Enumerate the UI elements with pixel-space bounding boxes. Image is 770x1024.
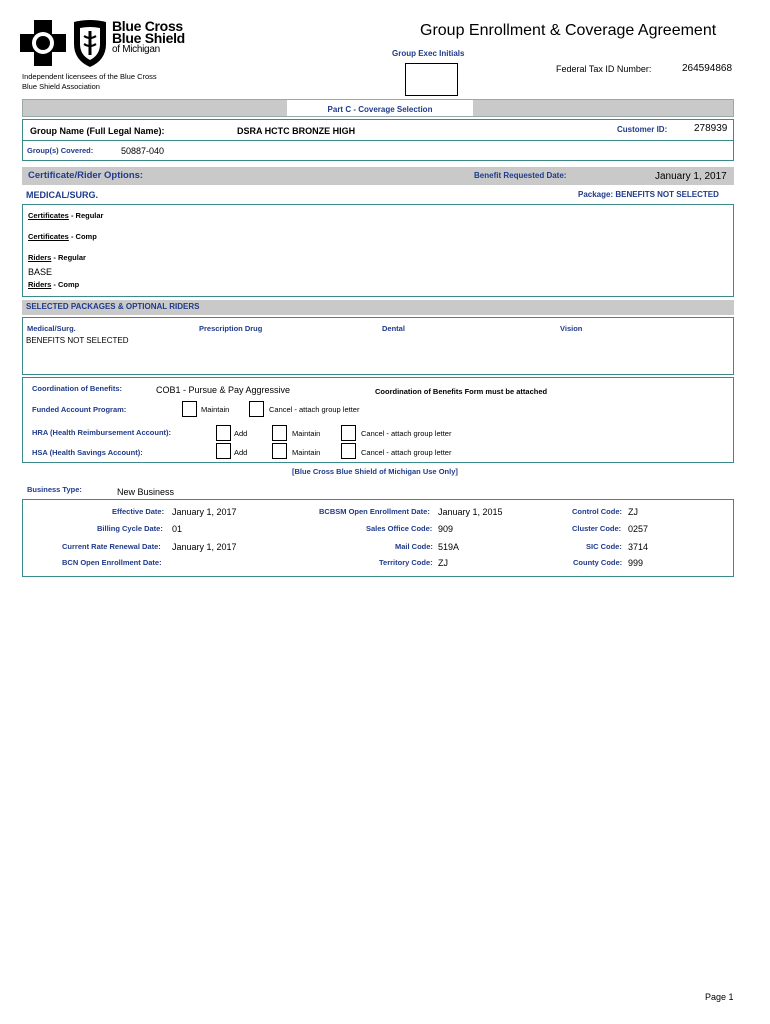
licensee-text: Independent licensees of the Blue Cross Blue Shield Association <box>22 72 157 91</box>
bcn-open-enrollment-label: BCN Open Enrollment Date: <box>62 558 162 567</box>
group-name-value: DSRA HCTC BRONZE HIGH <box>237 126 356 136</box>
group-exec-initials-box[interactable] <box>405 63 458 96</box>
funded-account-label: Funded Account Program: <box>32 405 127 414</box>
packages-col-rx: Prescription Drug <box>199 324 263 333</box>
package-status: Package: BENEFITS NOT SELECTED <box>578 190 719 199</box>
hra-maintain-label: Maintain <box>292 429 321 438</box>
hsa-add-label: Add <box>234 448 248 457</box>
groups-covered-label: Group(s) Covered: <box>27 146 94 155</box>
certificates-comp-rest: - Comp <box>68 232 97 241</box>
federal-tax-id-label: Federal Tax ID Number: <box>556 64 652 74</box>
brand-line-3: of Michigan <box>112 44 160 55</box>
packages-title: SELECTED PACKAGES & OPTIONAL RIDERS <box>26 302 200 311</box>
packages-bar <box>22 300 734 315</box>
form-title: Group Enrollment & Coverage Agreement <box>420 22 717 39</box>
sic-code-value: 3714 <box>628 542 649 552</box>
hra-add-label: Add <box>234 429 248 438</box>
riders-regular-rest: - Regular <box>51 253 86 262</box>
federal-tax-id-value: 264594868 <box>682 63 733 74</box>
control-code-label: Control Code: <box>572 507 622 516</box>
hra-add-checkbox[interactable] <box>216 425 231 441</box>
hra-maintain-checkbox[interactable] <box>272 425 287 441</box>
bcbsm-open-enrollment-label: BCBSM Open Enrollment Date: <box>319 507 430 516</box>
county-code-value: 999 <box>628 558 644 568</box>
hra-cancel-checkbox[interactable] <box>341 425 356 441</box>
certificates-regular-word: Certificates <box>28 211 69 220</box>
packages-medical-value: BENEFITS NOT SELECTED <box>26 336 129 345</box>
sic-code-label: SIC Code: <box>586 542 622 551</box>
funded-maintain-label: Maintain <box>201 405 230 414</box>
shield-icon <box>72 18 108 68</box>
certificates-comp-word: Certificates <box>28 232 69 241</box>
customer-id-value: 278939 <box>694 123 728 134</box>
hsa-label: HSA (Health Savings Account): <box>32 448 143 457</box>
renewal-date-label: Current Rate Renewal Date: <box>62 542 161 551</box>
certificates-regular-rest: - Regular <box>68 211 104 220</box>
hra-label: HRA (Health Reimbursement Account): <box>32 428 172 437</box>
billing-cycle-label: Billing Cycle Date: <box>97 524 163 533</box>
brand-line-1: Blue Cross <box>112 18 183 34</box>
territory-code-label: Territory Code: <box>379 558 433 567</box>
control-code-value: ZJ <box>628 507 638 517</box>
group-exec-initials-label: Group Exec Initials <box>392 49 465 58</box>
riders-regular-value: BASE <box>28 267 53 277</box>
hsa-cancel-label: Cancel - attach group letter <box>361 448 452 457</box>
group-info-divider <box>23 140 733 141</box>
business-type-label: Business Type: <box>27 485 82 494</box>
effective-date-value: January 1, 2017 <box>172 507 237 517</box>
group-name-label: Group Name (Full Legal Name): <box>30 126 165 136</box>
mail-code-value: 519A <box>438 542 460 552</box>
cob-value: COB1 - Pursue & Pay Aggressive <box>156 385 291 395</box>
packages-col-dental: Dental <box>382 324 405 333</box>
bcbsm-logo <box>20 18 190 68</box>
mail-code-label: Mail Code: <box>395 542 433 551</box>
riders-comp-word: Riders <box>28 280 52 289</box>
benefit-date-value: January 1, 2017 <box>655 171 727 182</box>
benefit-date-label: Benefit Requested Date: <box>474 171 567 180</box>
riders-regular <box>28 253 86 262</box>
sales-office-label: Sales Office Code: <box>366 524 433 533</box>
territory-code-value: ZJ <box>438 558 448 568</box>
packages-col-medical: Medical/Surg. <box>27 324 76 333</box>
part-c-title-box <box>287 100 473 116</box>
bcbsm-open-enrollment-value: January 1, 2015 <box>438 507 503 517</box>
county-code-label: County Code: <box>573 558 623 567</box>
hra-cancel-label: Cancel - attach group letter <box>361 429 452 438</box>
cob-form-note: Coordination of Benefits Form must be attached <box>375 387 548 396</box>
riders-comp-rest: - Comp <box>51 280 80 289</box>
rider-options-title: Certificate/Rider Options: <box>28 170 144 181</box>
cluster-code-value: 0257 <box>628 524 649 534</box>
funded-cancel-label: Cancel - attach group letter <box>269 405 360 414</box>
hsa-cancel-checkbox[interactable] <box>341 443 356 459</box>
medical-surg-heading: MEDICAL/SURG. <box>26 190 98 200</box>
cob-label: Coordination of Benefits: <box>32 384 122 393</box>
certificates-regular <box>28 211 103 220</box>
hsa-maintain-checkbox[interactable] <box>272 443 287 459</box>
page-number: Page 1 <box>705 992 734 1002</box>
brand-line-2: Blue Shield <box>112 30 185 46</box>
part-c-title: Part C - Coverage Selection <box>327 105 433 114</box>
effective-date-label: Effective Date: <box>112 507 165 516</box>
hsa-add-checkbox[interactable] <box>216 443 231 459</box>
funded-maintain-checkbox[interactable] <box>182 401 197 417</box>
billing-cycle-value: 01 <box>172 524 183 534</box>
customer-id-label: Customer ID: <box>617 125 668 134</box>
rider-options-box <box>22 204 734 297</box>
groups-covered-value: 50887-040 <box>121 146 165 156</box>
packages-col-vision: Vision <box>560 324 583 333</box>
hsa-maintain-label: Maintain <box>292 448 321 457</box>
sales-office-value: 909 <box>438 524 454 534</box>
packages-box <box>22 317 734 375</box>
renewal-date-value: January 1, 2017 <box>172 542 237 552</box>
funded-cancel-checkbox[interactable] <box>249 401 264 417</box>
part-c-bar <box>22 99 734 117</box>
cross-icon <box>20 20 66 66</box>
riders-comp <box>28 280 79 289</box>
cluster-code-label: Cluster Code: <box>572 524 622 533</box>
riders-regular-word: Riders <box>28 253 52 262</box>
certificates-comp <box>28 232 97 241</box>
internal-use-only: [Blue Cross Blue Shield of Michigan Use Only] <box>292 467 458 476</box>
rider-options-bar <box>22 167 734 185</box>
business-type-value: New Business <box>117 487 175 497</box>
